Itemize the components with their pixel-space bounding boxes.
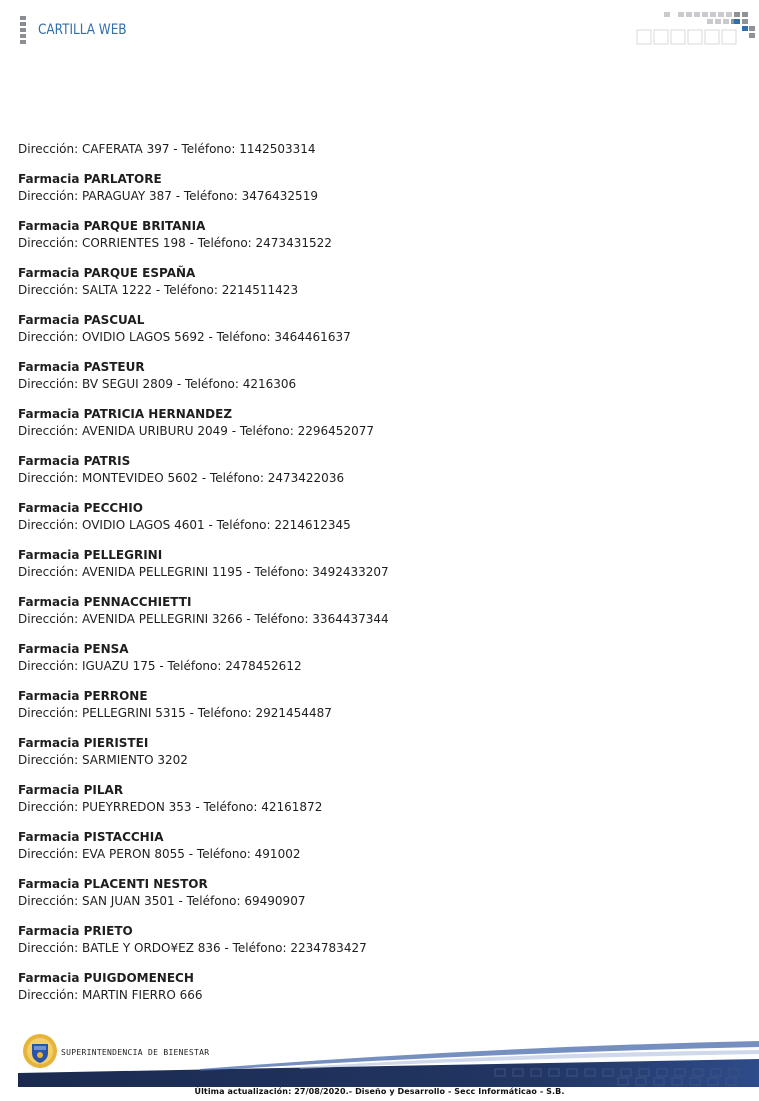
list-item xyxy=(18,500,718,534)
list-item xyxy=(18,359,718,393)
pharmacy-name xyxy=(18,829,718,846)
list-item xyxy=(18,876,718,910)
pharmacy-name xyxy=(18,218,718,235)
pharmacy-address: Dirección: EVA PERON 8055 - Teléfono: 491002 xyxy=(18,847,301,861)
continued-address: Dirección: CAFERATA 397 - Teléfono: 1142503314 xyxy=(18,142,316,156)
pharmacy-prefix: Farmacia xyxy=(18,924,84,938)
pharmacy-address: Dirección: SARMIENTO 3202 xyxy=(18,753,188,767)
pharmacy-name-text: PASCUAL xyxy=(83,313,145,327)
pharmacy-prefix: Farmacia xyxy=(18,548,84,562)
pharmacy-prefix: Farmacia xyxy=(18,313,84,327)
pharmacy-name-text: PELLEGRINI xyxy=(83,548,163,562)
seal-icon xyxy=(22,1033,58,1069)
list-item xyxy=(18,641,718,675)
list-item xyxy=(18,923,718,957)
list-item xyxy=(18,171,718,205)
list-item xyxy=(18,265,718,299)
pharmacy-name-text: PISTACCHIA xyxy=(83,830,164,844)
pharmacy-address: Dirección: AVENIDA PELLEGRINI 3266 - Teléfono: 3364437344 xyxy=(18,612,389,626)
pharmacy-prefix: Farmacia xyxy=(18,736,84,750)
pharmacy-name xyxy=(18,594,718,611)
pharmacy-name-text: PRIETO xyxy=(83,924,133,938)
pharmacy-name-text: PILAR xyxy=(83,783,124,797)
pharmacy-name xyxy=(18,453,718,470)
list-item xyxy=(18,735,718,769)
list-item xyxy=(18,594,718,628)
pharmacy-address: Dirección: BATLE Y ORDO¥EZ 836 - Teléfono: 2234783427 xyxy=(18,941,367,955)
list-item xyxy=(18,782,718,816)
pharmacy-name xyxy=(18,782,718,799)
pharmacy-name xyxy=(18,970,718,987)
pharmacy-name-text: PASTEUR xyxy=(83,360,145,374)
pharmacy-prefix: Farmacia xyxy=(18,595,84,609)
pharmacy-address: Dirección: SAN JUAN 3501 - Teléfono: 69490907 xyxy=(18,894,306,908)
pharmacy-prefix: Farmacia xyxy=(18,360,84,374)
pharmacy-name xyxy=(18,735,718,752)
page-footer xyxy=(0,1025,759,1101)
pharmacy-name xyxy=(18,688,718,705)
update-note: Última actualización: 27/08/2020.- Diseño y Desarrollo - Secc Informáticao - S.B. xyxy=(194,1087,565,1096)
pharmacy-name xyxy=(18,359,718,376)
list-item xyxy=(18,829,718,863)
pharmacy-address: Dirección: AVENIDA PELLEGRINI 1195 - Teléfono: 3492433207 xyxy=(18,565,389,579)
pharmacy-name-text: PATRICIA HERNANDEZ xyxy=(83,407,233,421)
pharmacy-address: Dirección: CORRIENTES 198 - Teléfono: 2473431522 xyxy=(18,236,332,250)
pharmacy-prefix: Farmacia xyxy=(18,971,84,985)
list-item xyxy=(18,406,718,440)
pharmacy-address: Dirección: PARAGUAY 387 - Teléfono: 3476432519 xyxy=(18,189,318,203)
pharmacy-address: Dirección: OVIDIO LAGOS 5692 - Teléfono: 3464461637 xyxy=(18,330,351,344)
pharmacy-address: Dirección: AVENIDA URIBURU 2049 - Teléfono: 2296452077 xyxy=(18,424,374,438)
list-item xyxy=(18,453,718,487)
pharmacy-name-text: PARLATORE xyxy=(83,172,162,186)
list-item xyxy=(18,218,718,252)
list-item xyxy=(18,970,718,1004)
pharmacy-address: Dirección: IGUAZU 175 - Teléfono: 2478452612 xyxy=(18,659,302,673)
page-title: CARTILLA WEB xyxy=(38,22,127,38)
pharmacy-name-text: PUIGDOMENECH xyxy=(83,971,194,985)
header-decoration-icon xyxy=(634,10,759,48)
pharmacy-name xyxy=(18,876,718,893)
pharmacy-name-text: PENNACCHIETTI xyxy=(83,595,192,609)
pharmacy-prefix: Farmacia xyxy=(18,266,84,280)
pharmacy-name xyxy=(18,923,718,940)
pharmacy-name-text: PENSA xyxy=(83,642,129,656)
pharmacy-prefix: Farmacia xyxy=(18,454,84,468)
pharmacy-name-text: PIERISTEI xyxy=(83,736,149,750)
pharmacy-name xyxy=(18,500,718,517)
pharmacy-name xyxy=(18,265,718,282)
list-item xyxy=(18,547,718,581)
pharmacy-prefix: Farmacia xyxy=(18,830,84,844)
pharmacy-name-text: PARQUE BRITANIA xyxy=(83,219,206,233)
pharmacy-address: Dirección: MONTEVIDEO 5602 - Teléfono: 2473422036 xyxy=(18,471,345,485)
pharmacy-name-text: PARQUE ESPAÑA xyxy=(83,266,196,280)
pharmacy-address: Dirección: PELLEGRINI 5315 - Teléfono: 2921454487 xyxy=(18,706,332,720)
pharmacy-prefix: Farmacia xyxy=(18,501,84,515)
pharmacy-name xyxy=(18,547,718,564)
pharmacy-prefix: Farmacia xyxy=(18,407,84,421)
pharmacy-prefix: Farmacia xyxy=(18,642,84,656)
pharmacy-address: Dirección: PUEYRREDON 353 - Teléfono: 42161872 xyxy=(18,800,323,814)
pharmacy-name-text: PECCHIO xyxy=(83,501,143,515)
pharmacy-name xyxy=(18,312,718,329)
pharmacy-name xyxy=(18,171,718,188)
pharmacy-name-text: PATRIS xyxy=(83,454,131,468)
list-item xyxy=(18,688,718,722)
pharmacy-name-text: PLACENTI NESTOR xyxy=(83,877,208,891)
pharmacy-prefix: Farmacia xyxy=(18,689,84,703)
pharmacy-address: Dirección: OVIDIO LAGOS 4601 - Teléfono: 2214612345 xyxy=(18,518,351,532)
list-item xyxy=(18,312,718,346)
pharmacy-prefix: Farmacia xyxy=(18,783,84,797)
brand-bar-icon xyxy=(20,16,26,46)
pharmacy-prefix: Farmacia xyxy=(18,219,84,233)
organization-name: SUPERINTENDENCIA DE BIENESTAR xyxy=(61,1048,210,1057)
pharmacy-prefix: Farmacia xyxy=(18,877,84,891)
pharmacy-address: Dirección: BV SEGUI 2809 - Teléfono: 4216306 xyxy=(18,377,297,391)
pharmacy-name-text: PERRONE xyxy=(83,689,148,703)
pharmacy-name xyxy=(18,406,718,423)
pharmacy-prefix: Farmacia xyxy=(18,172,84,186)
pharmacy-list xyxy=(18,141,718,1017)
pharmacy-address: Dirección: SALTA 1222 - Teléfono: 2214511423 xyxy=(18,283,299,297)
pharmacy-name xyxy=(18,641,718,658)
page-header xyxy=(0,0,759,60)
pharmacy-address: Dirección: MARTIN FIERRO 666 xyxy=(18,988,203,1002)
